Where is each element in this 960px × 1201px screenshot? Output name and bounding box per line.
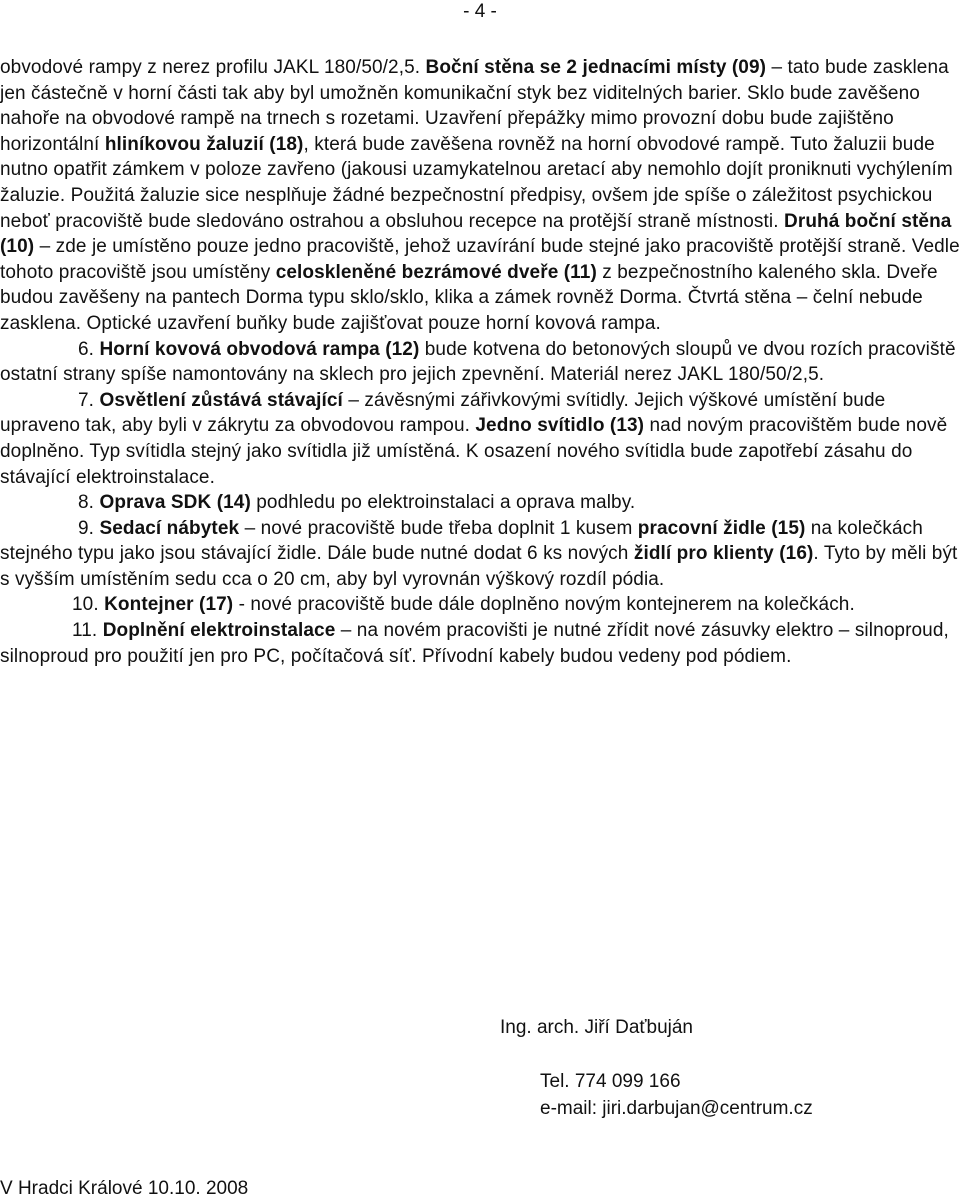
- text-run: – na novém pracovišti je nutné zřídit nové zásuvky elektro – silnoproud, silnoproud pro použití jen pro PC, počítačová síť. Přívodní kabely budou vedeny pod pódiem.: [0, 620, 949, 667]
- text-run: nad novým pracovištěm bude nově doplněno. Typ svítidla stejný jako svítidla již umístěná. K osazení nového svítidla bude zapotřebí zásahu do stávající elektroinstalace.: [0, 415, 948, 488]
- bold-run: pracovní židle (15): [637, 517, 806, 539]
- paragraph-side-wall: [0, 55, 960, 337]
- text-run: podhledu po elektroinstalaci a oprava malby.: [250, 492, 636, 514]
- document-body: [0, 55, 960, 669]
- text-run: . Tyto by měli být s vyšším umístěním sedu cca o 20 cm, aby byl vyrovnán výškový rozdíl pódia.: [0, 543, 958, 590]
- place-date: V Hradci Králové 10.10. 2008: [0, 1178, 249, 1199]
- signature-email: e-mail: jiri.darbujan@centrum.cz: [540, 1098, 813, 1119]
- bold-run: celoskleněné bezrámové dveře (11): [275, 261, 597, 283]
- bold-run: Oprava SDK (14): [99, 492, 251, 514]
- text-run: – nové pracoviště bude třeba doplnit 1 kusem: [239, 517, 638, 539]
- item-number: 8.: [78, 492, 100, 514]
- text-run: bude kotvena do betonových sloupů ve dvou rozích pracoviště ostatní strany spíše namontovány na sklech pro jejich zpevnění. Materiál nerez JAKL 180/50/2,5.: [0, 338, 956, 386]
- bold-run: Jedno svítidlo (13): [475, 415, 645, 437]
- item-number: 9.: [78, 517, 100, 539]
- text-run: – závěsnými zářivkovými svítidly. Jejich výškové umístění bude upraveno tak, aby byli v zákrytu za obvodovou rampou.: [0, 389, 886, 437]
- bold-run: hliníkovou žaluzií (18): [104, 133, 304, 155]
- bold-run: Doplnění elektroinstalace: [102, 620, 336, 642]
- bold-run: Kontejner (17): [104, 594, 234, 616]
- paragraph-item-11: [0, 618, 960, 669]
- bold-run: Osvětlení zůstává stávající: [99, 389, 343, 411]
- bold-run: Sedací nábytek: [99, 517, 240, 539]
- paragraph-item-7: [0, 388, 960, 490]
- item-number: 11.: [72, 620, 103, 642]
- text-run: – zde je umístěno pouze jedno pracoviště, jehož uzavírání bude stejné jako pracoviště protější straně. Vedle tohoto pracoviště jsou umístěny: [0, 236, 960, 283]
- signature-phone: Tel. 774 099 166: [540, 1071, 681, 1092]
- paragraph-item-8: [0, 490, 960, 516]
- paragraph-item-10: [0, 592, 960, 618]
- text-run: na kolečkách stejného typu jako jsou stávající židle. Dále bude nutné dodat 6 ks nových: [0, 517, 923, 565]
- text-run: obvodové rampy z nerez profilu JAKL 180/50/2,5.: [0, 57, 426, 78]
- bold-run: židlí pro klienty (16): [633, 543, 814, 565]
- text-run: - nové pracoviště bude dále doplněno novým kontejnerem na kolečkách.: [233, 594, 855, 616]
- page-number: - 4 -: [463, 1, 497, 22]
- text-run: , která bude zavěšena rovněž na horní obvodové rampě. Tuto žaluzii bude nutno opatřit zámkem v poloze zavřeno (jakousi uzamykatelnou aretací aby nemohlo dojít proniknuti vychýlením žaluzie. Použitá žaluzie sice nesplňuje žádné bezpečnostní předpisy, ovšem jde spíše o záležitost psychickou neboť pracoviště bude sledováno ostrahou a obsluhou recepce na protější straně místnosti.: [0, 133, 953, 232]
- item-number: 7.: [78, 389, 100, 411]
- item-number: 10.: [72, 594, 105, 616]
- paragraph-item-6: [0, 337, 960, 388]
- text-run: – tato bude zasklena jen částečně v horní části tak aby byl umožněn komunikační styk bez viditelných barier. Sklo bude zavěšeno nahoře na obvodové rampě na trnech s rozetami. Uzavření přepážky mimo provozní dobu bude zajištěno horizontální: [0, 57, 949, 155]
- bold-run: Druhá boční stěna (10): [0, 210, 952, 258]
- item-number: 6.: [78, 338, 100, 360]
- bold-run: Boční stěna se 2 jednacími místy (09): [425, 57, 767, 78]
- signature-name: Ing. arch. Jiří Daťbuján: [500, 1017, 693, 1038]
- paragraph-item-9: [0, 516, 960, 593]
- bold-run: Horní kovová obvodová rampa (12): [99, 338, 420, 360]
- text-run: z bezpečnostního kaleného skla. Dveře budou zavěšeny na pantech Dorma typu sklo/sklo, klika a zámek rovněž Dorma. Čtvrtá stěna – čelní nebude zasklena. Optické uzavření buňky bude zajišťovat pouze horní kovová rampa.: [0, 261, 938, 334]
